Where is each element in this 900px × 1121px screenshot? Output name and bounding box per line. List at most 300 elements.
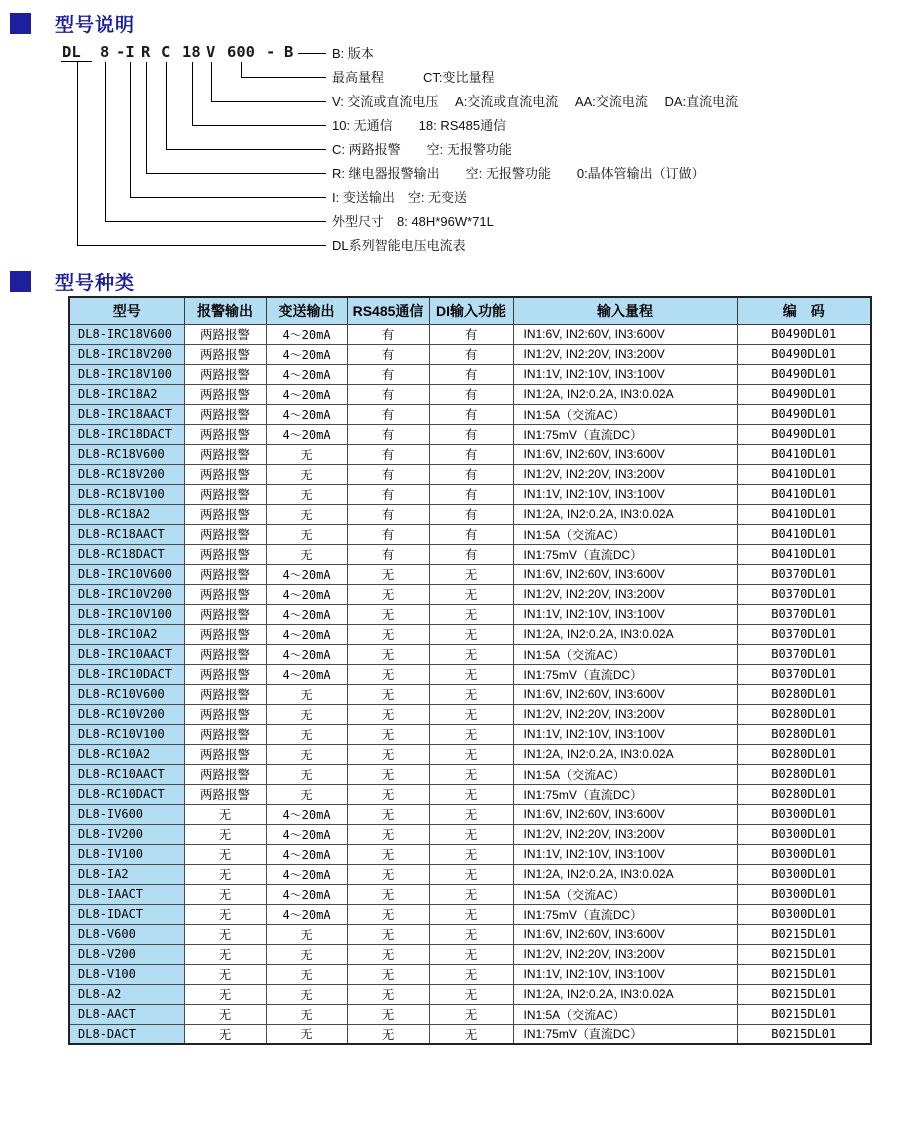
transmit-output-cell: 4～20mA — [266, 344, 347, 364]
table-row — [69, 364, 871, 384]
rs485-cell: 无 — [347, 864, 429, 884]
alarm-output-cell: 无 — [184, 964, 266, 984]
di-input-cell: 无 — [429, 764, 513, 784]
rs485-cell: 有 — [347, 544, 429, 564]
table-row — [69, 1004, 871, 1024]
rs485-cell: 无 — [347, 924, 429, 944]
input-range-cell: IN1:1V, IN2:10V, IN3:100V — [513, 844, 737, 864]
di-input-cell: 有 — [429, 464, 513, 484]
model-cell: DL8-IRC10V200 — [69, 584, 184, 604]
transmit-output-cell: 无 — [266, 504, 347, 524]
rs485-cell: 无 — [347, 1004, 429, 1024]
di-input-cell: 无 — [429, 1024, 513, 1044]
di-input-cell: 无 — [429, 924, 513, 944]
code-cell: B0410DL01 — [737, 444, 871, 464]
di-input-cell: 无 — [429, 944, 513, 964]
model-cell: DL8-RC10V100 — [69, 724, 184, 744]
rs485-cell: 有 — [347, 464, 429, 484]
code-cell: B0410DL01 — [737, 484, 871, 504]
code-cell: B0215DL01 — [737, 964, 871, 984]
transmit-output-cell: 4～20mA — [266, 424, 347, 444]
code-cell: B0280DL01 — [737, 704, 871, 724]
connector-line-version — [298, 53, 326, 54]
code-cell: B0215DL01 — [737, 944, 871, 964]
transmit-output-cell: 4～20mA — [266, 844, 347, 864]
table-row — [69, 564, 871, 584]
input-range-cell: IN1:2A, IN2:0.2A, IN3:0.02A — [513, 504, 737, 524]
code-cell: B0280DL01 — [737, 744, 871, 764]
rs485-cell: 无 — [347, 784, 429, 804]
code-cell: B0490DL01 — [737, 424, 871, 444]
model-types-table — [68, 296, 872, 1045]
code-cell: B0300DL01 — [737, 864, 871, 884]
header-di-input: DI输入功能 — [429, 297, 513, 324]
input-range-cell: IN1:2A, IN2:0.2A, IN3:0.02A — [513, 744, 737, 764]
rs485-cell: 无 — [347, 844, 429, 864]
model-table-body — [69, 324, 871, 1044]
input-range-cell: IN1:5A（交流AC） — [513, 884, 737, 904]
input-range-cell: IN1:6V, IN2:60V, IN3:600V — [513, 564, 737, 584]
model-code-part: 600 — [227, 43, 255, 61]
table-row — [69, 804, 871, 824]
table-row — [69, 404, 871, 424]
di-input-cell: 无 — [429, 664, 513, 684]
input-range-cell: IN1:6V, IN2:60V, IN3:600V — [513, 924, 737, 944]
transmit-output-cell: 无 — [266, 444, 347, 464]
code-cell: B0300DL01 — [737, 904, 871, 924]
code-cell: B0215DL01 — [737, 1004, 871, 1024]
table-row — [69, 964, 871, 984]
alarm-output-cell: 两路报警 — [184, 544, 266, 564]
model-cell: DL8-DACT — [69, 1024, 184, 1044]
alarm-output-cell: 两路报警 — [184, 604, 266, 624]
transmit-output-cell: 无 — [266, 484, 347, 504]
di-input-cell: 无 — [429, 964, 513, 984]
section-title-text: 型号种类 — [55, 273, 136, 294]
table-row — [69, 504, 871, 524]
header-alarm-output: 报警输出 — [184, 297, 266, 324]
transmit-output-cell: 4～20mA — [266, 404, 347, 424]
rs485-cell: 有 — [347, 524, 429, 544]
code-cell: B0490DL01 — [737, 404, 871, 424]
input-range-cell: IN1:2A, IN2:0.2A, IN3:0.02A — [513, 984, 737, 1004]
header-code: 编 码 — [737, 297, 871, 324]
code-cell: B0490DL01 — [737, 364, 871, 384]
di-input-cell: 有 — [429, 444, 513, 464]
alarm-output-cell: 两路报警 — [184, 424, 266, 444]
transmit-output-cell: 4～20mA — [266, 644, 347, 664]
model-cell: DL8-V200 — [69, 944, 184, 964]
input-range-cell: IN1:2V, IN2:20V, IN3:200V — [513, 704, 737, 724]
model-cell: DL8-IRC18V100 — [69, 364, 184, 384]
rs485-cell: 无 — [347, 684, 429, 704]
rs485-cell: 无 — [347, 584, 429, 604]
model-cell: DL8-IDACT — [69, 904, 184, 924]
transmit-output-cell: 4～20mA — [266, 664, 347, 684]
transmit-output-cell: 无 — [266, 464, 347, 484]
code-cell: B0280DL01 — [737, 684, 871, 704]
table-row — [69, 544, 871, 564]
input-range-cell: IN1:1V, IN2:10V, IN3:100V — [513, 724, 737, 744]
model-cell: DL8-AACT — [69, 1004, 184, 1024]
transmit-output-cell: 4～20mA — [266, 604, 347, 624]
di-input-cell: 无 — [429, 904, 513, 924]
header-input-range: 输入量程 — [513, 297, 737, 324]
model-cell: DL8-IV200 — [69, 824, 184, 844]
input-range-cell: IN1:1V, IN2:10V, IN3:100V — [513, 604, 737, 624]
code-cell: B0300DL01 — [737, 804, 871, 824]
input-range-cell: IN1:5A（交流AC） — [513, 644, 737, 664]
table-row — [69, 824, 871, 844]
model-cell: DL8-IRC10A2 — [69, 624, 184, 644]
input-range-cell: IN1:2V, IN2:20V, IN3:200V — [513, 584, 737, 604]
model-cell: DL8-IRC18A2 — [69, 384, 184, 404]
alarm-output-cell: 无 — [184, 1004, 266, 1024]
rs485-cell: 有 — [347, 344, 429, 364]
alarm-output-cell: 无 — [184, 844, 266, 864]
alarm-output-cell: 无 — [184, 804, 266, 824]
model-code-diagram — [0, 0, 900, 265]
di-input-cell: 无 — [429, 844, 513, 864]
input-range-cell: IN1:2A, IN2:0.2A, IN3:0.02A — [513, 384, 737, 404]
input-range-cell: IN1:75mV（直流DC） — [513, 544, 737, 564]
input-range-cell: IN1:2A, IN2:0.2A, IN3:0.02A — [513, 624, 737, 644]
annotation-signal-type: V: 交流或直流电压 A:交流或直流电流 AA:交流电流 DA:直流电流 — [332, 94, 739, 109]
table-row — [69, 584, 871, 604]
code-cell: B0300DL01 — [737, 824, 871, 844]
alarm-output-cell: 两路报警 — [184, 584, 266, 604]
alarm-output-cell: 两路报警 — [184, 684, 266, 704]
model-cell: DL8-IRC18V600 — [69, 324, 184, 344]
model-code-part: R — [141, 43, 151, 61]
alarm-output-cell: 两路报警 — [184, 664, 266, 684]
annotation-series: DL系列智能电压电流表 — [332, 238, 466, 253]
model-code-part: DL — [62, 43, 81, 61]
table-row — [69, 684, 871, 704]
di-input-cell: 无 — [429, 864, 513, 884]
code-cell: B0490DL01 — [737, 344, 871, 364]
di-input-cell: 无 — [429, 584, 513, 604]
alarm-output-cell: 两路报警 — [184, 404, 266, 424]
section-title-model-types — [10, 268, 135, 295]
transmit-output-cell: 无 — [266, 684, 347, 704]
alarm-output-cell: 无 — [184, 864, 266, 884]
code-cell: B0490DL01 — [737, 324, 871, 344]
table-row — [69, 884, 871, 904]
rs485-cell: 无 — [347, 944, 429, 964]
transmit-output-cell: 4～20mA — [266, 324, 347, 344]
input-range-cell: IN1:2V, IN2:20V, IN3:200V — [513, 824, 737, 844]
table-row — [69, 924, 871, 944]
alarm-output-cell: 无 — [184, 944, 266, 964]
input-range-cell: IN1:1V, IN2:10V, IN3:100V — [513, 364, 737, 384]
model-cell: DL8-RC18V600 — [69, 444, 184, 464]
annotation-range: 最高量程 CT:变比量程 — [332, 70, 495, 85]
rs485-cell: 无 — [347, 704, 429, 724]
transmit-output-cell: 无 — [266, 964, 347, 984]
rs485-cell: 无 — [347, 764, 429, 784]
input-range-cell: IN1:75mV（直流DC） — [513, 424, 737, 444]
input-range-cell: IN1:75mV（直流DC） — [513, 784, 737, 804]
transmit-output-cell: 4～20mA — [266, 584, 347, 604]
table-header-row — [69, 297, 871, 324]
alarm-output-cell: 两路报警 — [184, 504, 266, 524]
alarm-output-cell: 无 — [184, 924, 266, 944]
code-cell: B0215DL01 — [737, 924, 871, 944]
transmit-output-cell: 4～20mA — [266, 884, 347, 904]
input-range-cell: IN1:2V, IN2:20V, IN3:200V — [513, 344, 737, 364]
table-row — [69, 864, 871, 884]
di-input-cell: 无 — [429, 804, 513, 824]
navy-square-bullet-icon — [10, 271, 31, 292]
model-cell: DL8-IRC18DACT — [69, 424, 184, 444]
di-input-cell: 无 — [429, 684, 513, 704]
transmit-output-cell: 无 — [266, 924, 347, 944]
model-cell: DL8-IRC10V100 — [69, 604, 184, 624]
table-row — [69, 444, 871, 464]
transmit-output-cell: 无 — [266, 544, 347, 564]
code-cell: B0215DL01 — [737, 984, 871, 1004]
rs485-cell: 有 — [347, 384, 429, 404]
model-cell: DL8-IV100 — [69, 844, 184, 864]
input-range-cell: IN1:2A, IN2:0.2A, IN3:0.02A — [513, 864, 737, 884]
code-cell: B0410DL01 — [737, 464, 871, 484]
rs485-cell: 无 — [347, 964, 429, 984]
model-cell: DL8-RC10V600 — [69, 684, 184, 704]
di-input-cell: 无 — [429, 704, 513, 724]
table-row — [69, 704, 871, 724]
di-input-cell: 无 — [429, 824, 513, 844]
di-input-cell: 有 — [429, 404, 513, 424]
alarm-output-cell: 两路报警 — [184, 744, 266, 764]
input-range-cell: IN1:5A（交流AC） — [513, 764, 737, 784]
alarm-output-cell: 两路报警 — [184, 324, 266, 344]
alarm-output-cell: 无 — [184, 904, 266, 924]
table-row — [69, 524, 871, 544]
di-input-cell: 无 — [429, 604, 513, 624]
code-cell: B0410DL01 — [737, 524, 871, 544]
code-cell: B0215DL01 — [737, 1024, 871, 1044]
transmit-output-cell: 无 — [266, 944, 347, 964]
model-code-part: B — [284, 43, 294, 61]
di-input-cell: 有 — [429, 544, 513, 564]
table-row — [69, 744, 871, 764]
transmit-output-cell: 无 — [266, 724, 347, 744]
model-cell: DL8-IA2 — [69, 864, 184, 884]
model-cell: DL8-RC10DACT — [69, 784, 184, 804]
model-cell: DL8-IV600 — [69, 804, 184, 824]
table-row — [69, 764, 871, 784]
alarm-output-cell: 无 — [184, 824, 266, 844]
alarm-output-cell: 两路报警 — [184, 524, 266, 544]
transmit-output-cell: 无 — [266, 744, 347, 764]
table-row — [69, 784, 871, 804]
code-cell: B0280DL01 — [737, 764, 871, 784]
input-range-cell: IN1:5A（交流AC） — [513, 404, 737, 424]
model-cell: DL8-RC10AACT — [69, 764, 184, 784]
di-input-cell: 有 — [429, 484, 513, 504]
input-range-cell: IN1:5A（交流AC） — [513, 524, 737, 544]
model-cell: DL8-RC18V200 — [69, 464, 184, 484]
header-transmit-output: 变送输出 — [266, 297, 347, 324]
model-cell: DL8-RC18V100 — [69, 484, 184, 504]
di-input-cell: 无 — [429, 644, 513, 664]
code-cell: B0370DL01 — [737, 604, 871, 624]
input-range-cell: IN1:6V, IN2:60V, IN3:600V — [513, 444, 737, 464]
table-row — [69, 464, 871, 484]
model-cell: DL8-IRC10AACT — [69, 644, 184, 664]
model-code-part: V — [206, 43, 216, 61]
input-range-cell: IN1:75mV（直流DC） — [513, 904, 737, 924]
table-row — [69, 604, 871, 624]
di-input-cell: 有 — [429, 344, 513, 364]
model-code-part: 8 — [100, 43, 110, 61]
annotation-comm: 10: 无通信 18: RS485通信 — [332, 118, 507, 133]
transmit-output-cell: 4～20mA — [266, 384, 347, 404]
di-input-cell: 无 — [429, 564, 513, 584]
rs485-cell: 无 — [347, 564, 429, 584]
annotation-relay: R: 继电器报警输出 空: 无报警功能 0:晶体管输出（订做） — [332, 166, 705, 181]
rs485-cell: 无 — [347, 624, 429, 644]
rs485-cell: 无 — [347, 804, 429, 824]
annotation-version: B: 版本 — [332, 46, 374, 61]
alarm-output-cell: 两路报警 — [184, 464, 266, 484]
model-cell: DL8-IRC18V200 — [69, 344, 184, 364]
code-cell: B0300DL01 — [737, 884, 871, 904]
section-title-text: 型号说明 — [55, 15, 136, 36]
transmit-output-cell: 无 — [266, 1004, 347, 1024]
transmit-output-cell: 无 — [266, 764, 347, 784]
model-code-part: 18 — [182, 43, 201, 61]
transmit-output-cell: 无 — [266, 784, 347, 804]
alarm-output-cell: 两路报警 — [184, 364, 266, 384]
alarm-output-cell: 两路报警 — [184, 444, 266, 464]
model-cell: DL8-IRC10DACT — [69, 664, 184, 684]
code-cell: B0410DL01 — [737, 544, 871, 564]
rs485-cell: 有 — [347, 504, 429, 524]
alarm-output-cell: 无 — [184, 1024, 266, 1044]
model-code-part: -I — [116, 43, 135, 61]
input-range-cell: IN1:6V, IN2:60V, IN3:600V — [513, 684, 737, 704]
rs485-cell: 无 — [347, 664, 429, 684]
table-row — [69, 724, 871, 744]
code-cell: B0410DL01 — [737, 504, 871, 524]
rs485-cell: 有 — [347, 424, 429, 444]
transmit-output-cell: 无 — [266, 984, 347, 1004]
table-row — [69, 904, 871, 924]
transmit-output-cell: 4～20mA — [266, 624, 347, 644]
code-cell: B0490DL01 — [737, 384, 871, 404]
di-input-cell: 无 — [429, 984, 513, 1004]
input-range-cell: IN1:1V, IN2:10V, IN3:100V — [513, 484, 737, 504]
table-row — [69, 484, 871, 504]
rs485-cell: 有 — [347, 404, 429, 424]
model-cell: DL8-RC10V200 — [69, 704, 184, 724]
code-cell: B0370DL01 — [737, 664, 871, 684]
alarm-output-cell: 两路报警 — [184, 724, 266, 744]
table-row — [69, 844, 871, 864]
transmit-output-cell: 4～20mA — [266, 864, 347, 884]
header-rs485: RS485通信 — [347, 297, 429, 324]
alarm-output-cell: 两路报警 — [184, 784, 266, 804]
di-input-cell: 无 — [429, 884, 513, 904]
code-cell: B0280DL01 — [737, 724, 871, 744]
model-cell: DL8-A2 — [69, 984, 184, 1004]
table-row — [69, 324, 871, 344]
table-row — [69, 1024, 871, 1044]
input-range-cell: IN1:75mV（直流DC） — [513, 664, 737, 684]
annotation-transmit: I: 变送输出 空: 无变送 — [332, 190, 468, 205]
annotation-alarm: C: 两路报警 空: 无报警功能 — [332, 142, 512, 157]
alarm-output-cell: 两路报警 — [184, 564, 266, 584]
header-model: 型号 — [69, 297, 184, 324]
input-range-cell: IN1:6V, IN2:60V, IN3:600V — [513, 324, 737, 344]
model-cell: DL8-IAACT — [69, 884, 184, 904]
input-range-cell: IN1:75mV（直流DC） — [513, 1024, 737, 1044]
model-cell: DL8-RC18DACT — [69, 544, 184, 564]
di-input-cell: 无 — [429, 784, 513, 804]
alarm-output-cell: 两路报警 — [184, 624, 266, 644]
di-input-cell: 有 — [429, 424, 513, 444]
di-input-cell: 无 — [429, 624, 513, 644]
transmit-output-cell: 4～20mA — [266, 904, 347, 924]
table-row — [69, 944, 871, 964]
transmit-output-cell: 4～20mA — [266, 804, 347, 824]
di-input-cell: 有 — [429, 504, 513, 524]
di-input-cell: 有 — [429, 324, 513, 344]
table-row — [69, 664, 871, 684]
transmit-output-cell: 无 — [266, 524, 347, 544]
rs485-cell: 无 — [347, 904, 429, 924]
model-code-part: C — [161, 43, 171, 61]
rs485-cell: 无 — [347, 604, 429, 624]
di-input-cell: 无 — [429, 724, 513, 744]
alarm-output-cell: 两路报警 — [184, 644, 266, 664]
code-cell: B0370DL01 — [737, 624, 871, 644]
rs485-cell: 无 — [347, 744, 429, 764]
rs485-cell: 无 — [347, 644, 429, 664]
rs485-cell: 有 — [347, 364, 429, 384]
model-cell: DL8-IRC10V600 — [69, 564, 184, 584]
di-input-cell: 有 — [429, 384, 513, 404]
model-cell: DL8-RC18AACT — [69, 524, 184, 544]
di-input-cell: 有 — [429, 524, 513, 544]
model-cell: DL8-V600 — [69, 924, 184, 944]
input-range-cell: IN1:5A（交流AC） — [513, 1004, 737, 1024]
rs485-cell: 无 — [347, 824, 429, 844]
table-row — [69, 384, 871, 404]
transmit-output-cell: 4～20mA — [266, 564, 347, 584]
code-cell: B0370DL01 — [737, 644, 871, 664]
model-cell: DL8-V100 — [69, 964, 184, 984]
annotation-size: 外型尺寸 8: 48H*96W*71L — [332, 214, 494, 229]
rs485-cell: 无 — [347, 984, 429, 1004]
alarm-output-cell: 两路报警 — [184, 344, 266, 364]
connector-line-series — [77, 62, 326, 246]
rs485-cell: 有 — [347, 444, 429, 464]
rs485-cell: 无 — [347, 724, 429, 744]
alarm-output-cell: 无 — [184, 984, 266, 1004]
input-range-cell: IN1:2V, IN2:20V, IN3:200V — [513, 464, 737, 484]
transmit-output-cell: 无 — [266, 1024, 347, 1044]
alarm-output-cell: 两路报警 — [184, 384, 266, 404]
input-range-cell: IN1:1V, IN2:10V, IN3:100V — [513, 964, 737, 984]
rs485-cell: 有 — [347, 324, 429, 344]
transmit-output-cell: 无 — [266, 704, 347, 724]
table-row — [69, 644, 871, 664]
alarm-output-cell: 两路报警 — [184, 764, 266, 784]
alarm-output-cell: 两路报警 — [184, 484, 266, 504]
